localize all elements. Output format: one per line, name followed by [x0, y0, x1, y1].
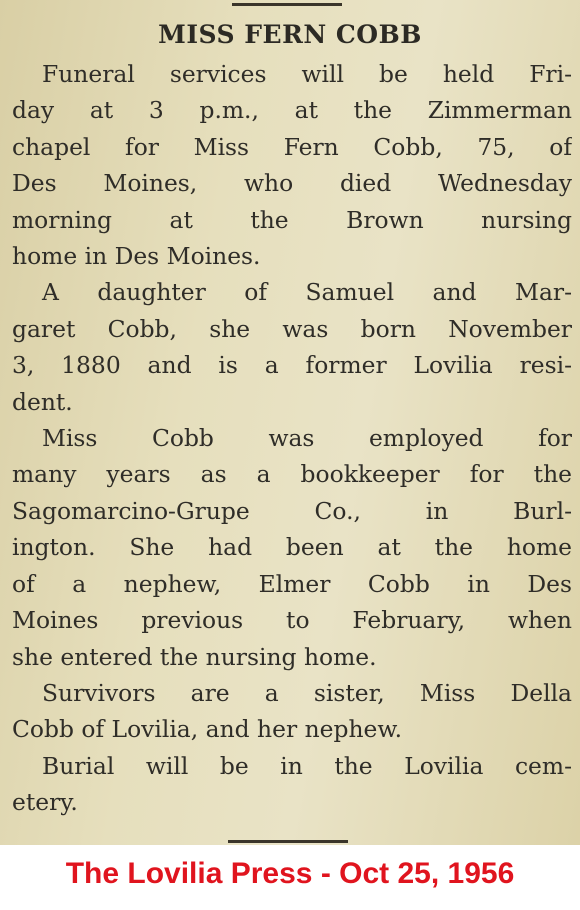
article-line: Survivors are a sister, Miss Della — [42, 678, 572, 707]
source-caption: The Lovilia Press - Oct 25, 1956 — [65, 857, 515, 890]
headline: MISS FERN COBB — [158, 20, 422, 49]
article-line: Des Moines, who died Wednesday — [12, 169, 572, 198]
article-line: etery. — [12, 788, 78, 817]
article-line: Cobb of Lovilia, and her nephew. — [12, 715, 403, 744]
bottom-rule — [228, 840, 348, 843]
article-line: garet Cobb, she was born November — [12, 314, 572, 343]
article-line: of a nephew, Elmer Cobb in Des — [12, 569, 572, 598]
article-line: Miss Cobb was employed for — [42, 424, 572, 453]
article-line: Burial will be in the Lovilia cem- — [42, 751, 572, 780]
article-line: 3, 1880 and is a former Lovilia resi- — [12, 351, 572, 380]
article-line: morning at the Brown nursing — [12, 205, 572, 234]
article-line: Funeral services will be held Fri- — [42, 60, 572, 88]
article-line: home in Des Moines. — [12, 242, 261, 271]
article-line: dent. — [12, 387, 73, 416]
article-line: Moines previous to February, when — [12, 606, 572, 635]
article-body — [12, 56, 572, 821]
article-line: many years as a bookkeeper for the — [12, 460, 572, 489]
article-line: Sagomarcino-Grupe Co., in Burl- — [12, 496, 572, 525]
article-line: ington. She had been at the home — [12, 533, 572, 562]
article-line: A daughter of Samuel and Mar- — [42, 278, 572, 307]
article-line: she entered the nursing home. — [12, 642, 377, 671]
article-line: day at 3 p.m., at the Zimmerman — [12, 96, 572, 125]
article-line: chapel for Miss Fern Cobb, 75, of — [12, 132, 572, 161]
top-rule — [232, 3, 342, 6]
